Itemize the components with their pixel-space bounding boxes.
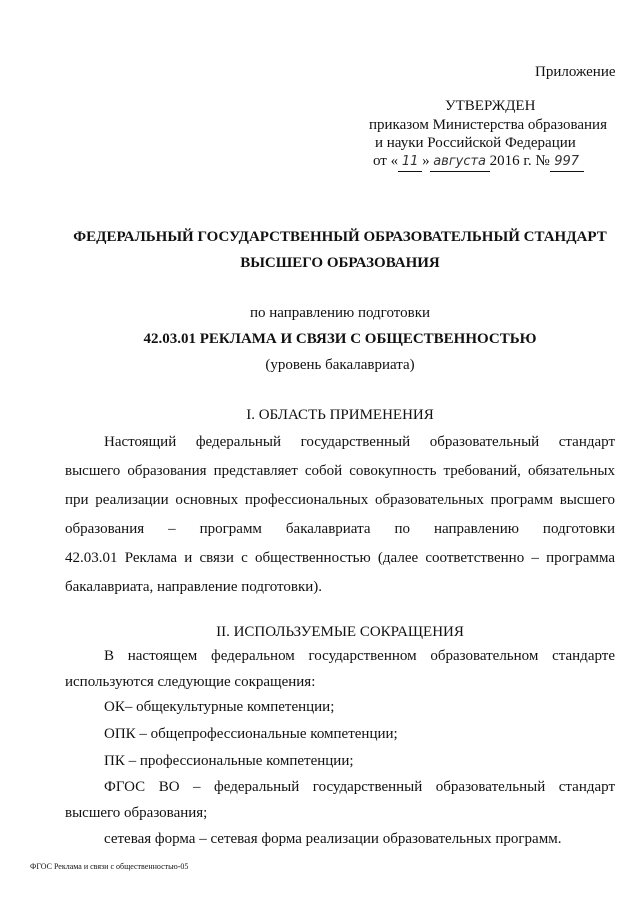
page-footer: ФГОС Реклама и связи с общественностью-05 — [30, 862, 189, 871]
section-2-intro-1: В настоящем федеральном государственном образовательном стандарте — [104, 648, 615, 664]
section-1-heading: I. ОБЛАСТЬ ПРИМЕНЕНИЯ — [246, 407, 434, 423]
order-number: 997 — [550, 153, 584, 172]
direction-label: по направлению подготовки — [249, 305, 431, 321]
section-1-line-6: бакалавриата, направление подготовки). — [65, 579, 323, 595]
abbr-network-form: сетевая форма – сетевая форма реализации образовательных программ. — [104, 831, 562, 847]
abbr-pk: ПК – профессиональные компетенции; — [104, 753, 354, 769]
section-1-line-2: высшего образования представляет собой совокупность требований, обязательных — [65, 463, 615, 479]
abbr-ok: ОК– общекультурные компетенции; — [104, 699, 335, 715]
title-line-1: ФЕДЕРАЛЬНЫЙ ГОСУДАРСТВЕННЫЙ ОБРАЗОВАТЕЛЬНЫЙ СТАНДАРТ — [73, 229, 607, 245]
section-1-line-5: 42.03.01 Реклама и связи с общественностью (далее соответственно – программа — [65, 550, 615, 566]
abbr-opk: ОПК – общепрофессиональные компетенции; — [104, 726, 398, 742]
abbr-fgos-line-2: высшего образования; — [65, 805, 208, 821]
section-2-intro-2: используются следующие сокращения: — [65, 674, 316, 690]
date-day: 11 — [398, 153, 422, 172]
section-1-line-4: образования – программ бакалавриата по направлению подготовки — [65, 521, 615, 537]
direction-code-name: 42.03.01 РЕКЛАМА И СВЯЗИ С ОБЩЕСТВЕННОСТЬЮ — [143, 331, 537, 347]
order-line-2: и науки Российской Федерации — [375, 135, 576, 151]
date-month: августа — [430, 153, 490, 172]
title-line-2: ВЫСШЕГО ОБРАЗОВАНИЯ — [240, 255, 440, 271]
order-line-1: приказом Министерства образования — [369, 117, 607, 133]
date-prefix: от « — [373, 153, 399, 169]
approved-label: УТВЕРЖДЕН — [445, 98, 536, 114]
date-year: 2016 г. № — [489, 153, 550, 169]
order-date-line — [373, 152, 623, 174]
section-2-heading: II. ИСПОЛЬЗУЕМЫЕ СОКРАЩЕНИЯ — [216, 624, 464, 640]
abbr-fgos-line-1: ФГОС ВО – федеральный государственный образовательный стандарт — [104, 779, 615, 795]
education-level: (уровень бакалавриата) — [265, 357, 415, 373]
date-mid: » — [422, 153, 430, 169]
appendix-label: Приложение — [535, 64, 616, 80]
section-1-line-1: Настоящий федеральный государственный образовательный стандарт — [104, 434, 615, 450]
section-1-line-3: при реализации основных профессиональных образовательных программ высшего — [65, 492, 615, 508]
